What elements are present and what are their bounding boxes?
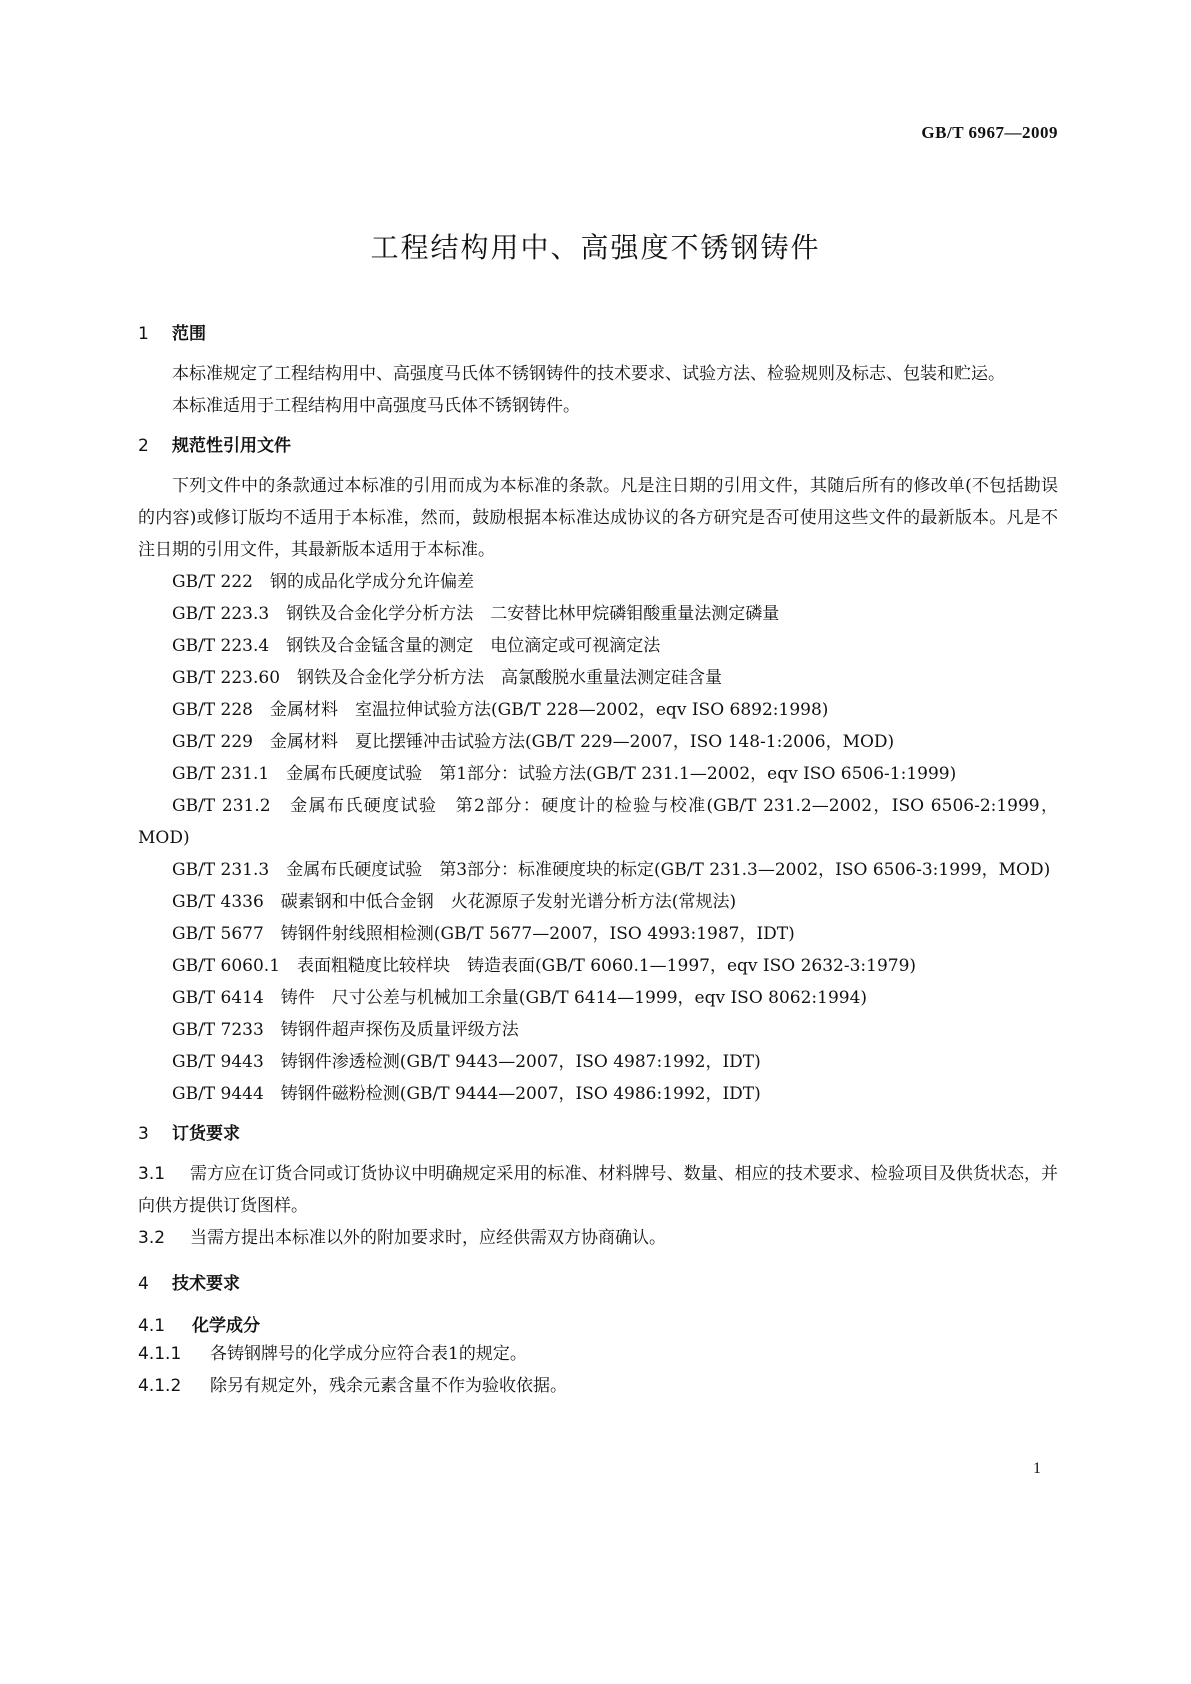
reference-item: GB/T 6060.1 表面粗糙度比较样块 铸造表面(GB/T 6060.1—1997，eqv ISO 2632-3:1979) <box>172 956 917 976</box>
clause-4-1-2-number: 4.1.2 <box>138 1376 182 1396</box>
section-3-title: 订货要求 <box>172 1124 240 1144</box>
reference-item: GB/T 7233 铸钢件超声探伤及质量评级方法 <box>172 1020 519 1040</box>
reference-item: GB/T 223.3 钢铁及合金化学分析方法 二安替比林甲烷磷钼酸重量法测定磷量 <box>172 604 780 624</box>
clause-4-1-2-text: 除另有规定外，残余元素含量不作为验收依据。 <box>210 1376 567 1396</box>
reference-item: GB/T 231.3 金属布氏硬度试验 第3部分：标准硬度块的标定(GB/T 231.3—2002，ISO 6506-3:1999，MOD) <box>172 860 1051 880</box>
clause-3-2 <box>138 1222 1058 1254</box>
reference-item: GB/T 231.2 金属布氏硬度试验 第2部分：硬度计的检验与校准(GB/T 231.2—2002，ISO 6506-2:1999，MOD) <box>138 796 1058 848</box>
section-3-number: 3 <box>138 1124 149 1144</box>
reference-item: GB/T 229 金属材料 夏比摆锤冲击试验方法(GB/T 229—2007，ISO 148-1:2006，MOD) <box>172 732 895 752</box>
clause-3-1-text: 需方应在订货合同或订货协议中明确规定采用的标准、材料牌号、数量、相应的技术要求、检验项目及供货状态，并向供方提供订货图样。 <box>138 1164 1058 1216</box>
section-1-title: 范围 <box>172 324 206 344</box>
reference-item: GB/T 222 钢的成品化学成分允许偏差 <box>172 572 474 592</box>
page-number: 1 <box>1033 1460 1041 1477</box>
clause-3-1 <box>138 1158 1058 1222</box>
section-4-title: 技术要求 <box>172 1274 240 1294</box>
reference-item: GB/T 9443 铸钢件渗透检测(GB/T 9443—2007，ISO 4987:1992，IDT) <box>172 1052 761 1072</box>
clause-3-2-text: 当需方提出本标准以外的附加要求时，应经供需双方协商确认。 <box>190 1228 666 1248</box>
reference-item: GB/T 9444 铸钢件磁粉检测(GB/T 9444—2007，ISO 4986:1992，IDT) <box>172 1084 761 1104</box>
clause-4-1-1-text: 各铸钢牌号的化学成分应符合表1的规定。 <box>210 1344 527 1364</box>
section-1-paragraph-2: 本标准适用于工程结构用中高强度马氏体不锈钢铸件。 <box>172 396 580 416</box>
subsection-4-1-number: 4.1 <box>138 1316 166 1336</box>
section-3-heading <box>138 1122 1058 1146</box>
clause-4-1-2 <box>138 1370 1058 1402</box>
reference-item: GB/T 231.1 金属布氏硬度试验 第1部分：试验方法(GB/T 231.1—2002，eqv ISO 6506-1:1999) <box>172 764 957 784</box>
section-2-number: 2 <box>138 436 149 456</box>
subsection-4-1-heading <box>138 1314 1058 1338</box>
reference-list <box>138 566 1058 1110</box>
reference-item: GB/T 228 金属材料 室温拉伸试验方法(GB/T 228—2002，eqv ISO 6892:1998) <box>172 700 829 720</box>
clause-4-1-1 <box>138 1338 1058 1370</box>
clause-3-2-number: 3.2 <box>138 1228 166 1248</box>
section-4-number: 4 <box>138 1274 149 1294</box>
reference-item: GB/T 223.4 钢铁及合金锰含量的测定 电位滴定或可视滴定法 <box>172 636 661 656</box>
reference-item: GB/T 6414 铸件 尺寸公差与机械加工余量(GB/T 6414—1999，eqv ISO 8062:1994) <box>172 988 868 1008</box>
section-1-number: 1 <box>138 324 149 344</box>
section-1-paragraph-1: 本标准规定了工程结构用中、高强度马氏体不锈钢铸件的技术要求、试验方法、检验规则及标志、包装和贮运。 <box>172 364 1005 384</box>
subsection-4-1-title: 化学成分 <box>192 1316 260 1336</box>
section-1-heading <box>138 322 1058 346</box>
section-2-title: 规范性引用文件 <box>172 436 291 456</box>
clause-3-1-number: 3.1 <box>138 1164 166 1184</box>
section-2-heading <box>138 434 1058 458</box>
reference-item: GB/T 4336 碳素钢和中低合金钢 火花源原子发射光谱分析方法(常规法) <box>172 892 737 912</box>
document-title: 工程结构用中、高强度不锈钢铸件 <box>370 231 821 264</box>
section-4-heading <box>138 1272 1058 1296</box>
document-body <box>138 322 1058 1402</box>
section-2-intro: 下列文件中的条款通过本标准的引用而成为本标准的条款。凡是注日期的引用文件，其随后所有的修改单(不包括勘误的内容)或修订版均不适用于本标准，然而，鼓励根据本标准达成协议的各方研究是否可使用这些文件的最新版本。凡是不注日期的引用文件，其最新版本适用于本标准。 <box>138 476 1058 560</box>
reference-item: GB/T 5677 铸钢件射线照相检测(GB/T 5677—2007，ISO 4993:1987，IDT) <box>172 924 795 944</box>
reference-item: GB/T 223.60 钢铁及合金化学分析方法 高氯酸脱水重量法测定硅含量 <box>172 668 723 688</box>
document-code: GB/T 6967—2009 <box>921 123 1058 142</box>
clause-4-1-1-number: 4.1.1 <box>138 1344 182 1364</box>
